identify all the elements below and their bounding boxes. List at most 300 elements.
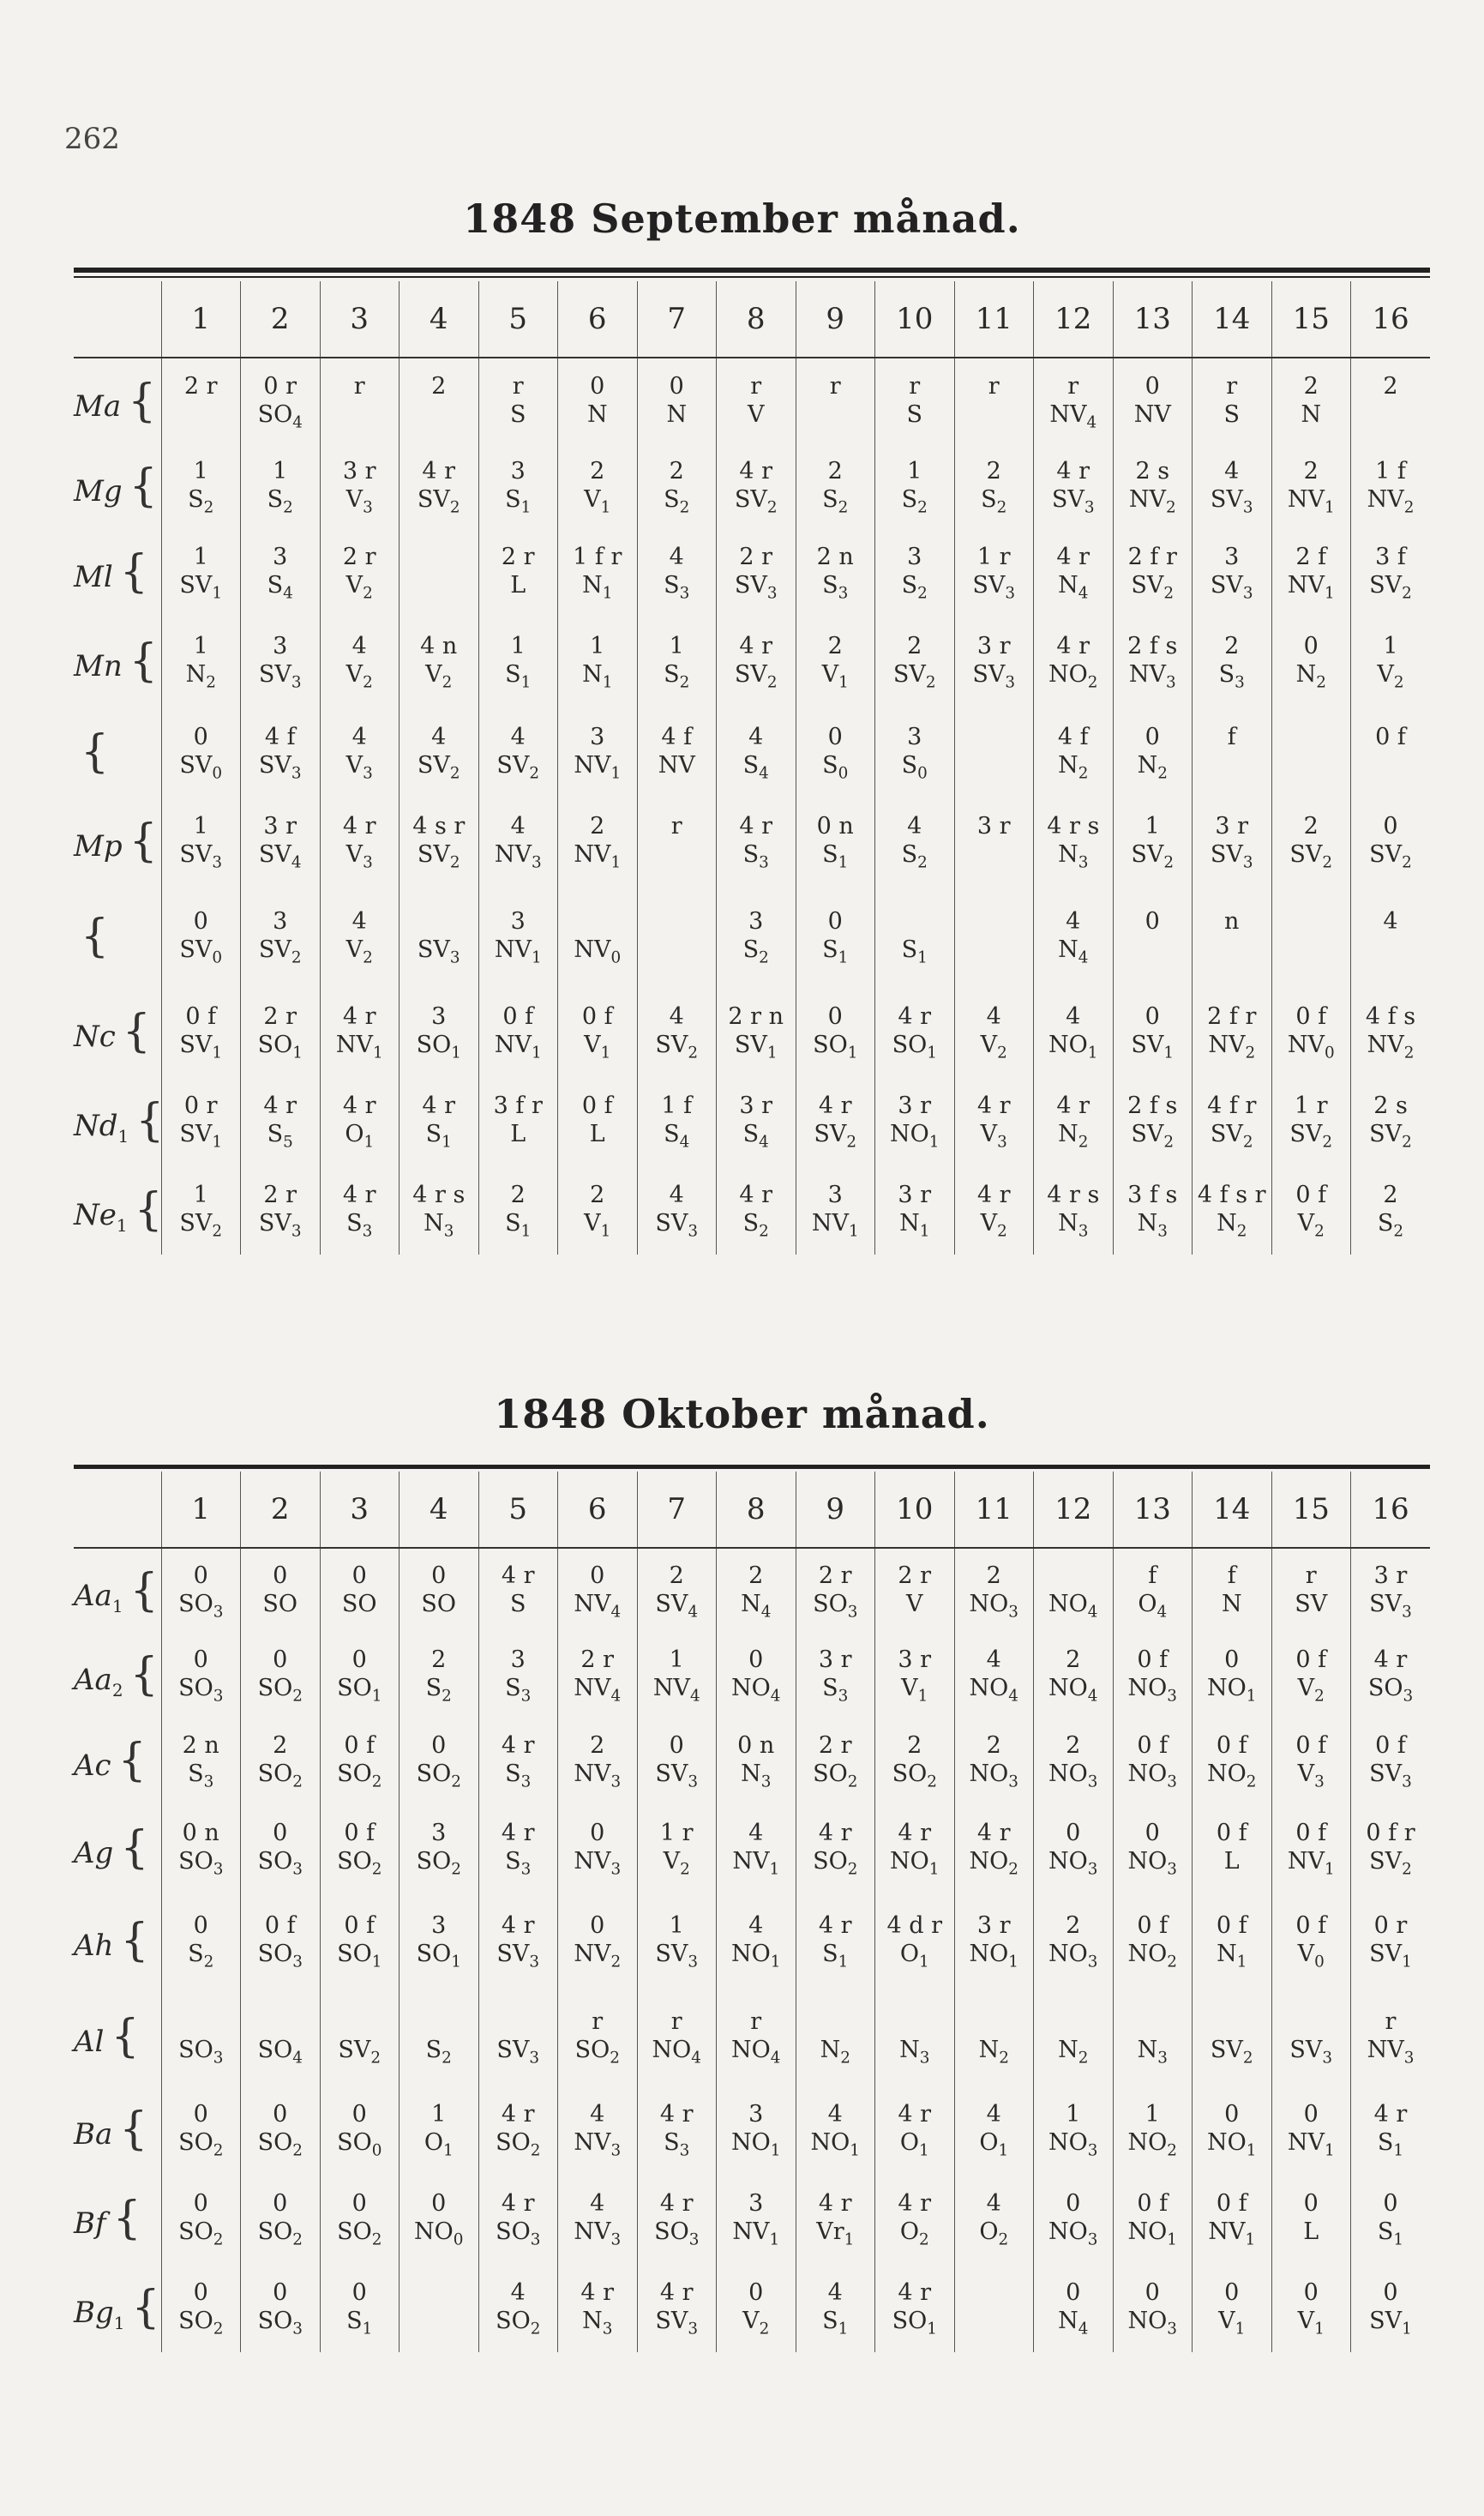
direction-value: $SV_2$ [417,486,460,517]
subscript: 3 [1157,2049,1168,2068]
september-top-rule [74,268,1430,273]
direction-value: $NV_4$ [574,1590,622,1621]
observation-cell [400,886,479,987]
subscript: 4 [1078,584,1089,603]
direction-value: S [510,1590,526,1617]
observation-cell [161,1893,241,1989]
strength-value: 2 [986,1732,1001,1759]
observation-cell [1193,2085,1272,2174]
observation-cell [1193,1548,1272,1632]
direction-value: $NV_2$ [1208,1032,1256,1062]
direction-value: $SV_3$ [496,1941,540,1971]
table-row [74,358,1430,443]
strength-value [955,2008,1034,2036]
subscript: 3 [1402,1773,1412,1791]
subscript: 2 [1163,1133,1175,1152]
september-table [74,281,1430,1255]
direction-value: $SV_1$ [1131,1032,1175,1062]
observation-cell [1193,358,1272,443]
observation-cell [954,2174,1034,2263]
direction-value: $SO_1$ [892,2308,937,2338]
direction-value: $NO_4$ [1048,1675,1098,1706]
observation-cell [1113,2085,1193,2174]
direction-value: $NO_1$ [731,2129,781,2160]
strength-value: 2 [669,458,684,485]
observation-cell [320,443,400,529]
subscript: 2 [766,498,778,517]
strength-value: 2 [986,1562,1001,1589]
observation-cell [241,1803,321,1893]
strength-value: r [353,372,365,400]
brace-icon: { [129,1649,159,1700]
strength-value: 0 [590,1912,605,1939]
strength-value: 2 [431,1646,447,1673]
direction-value: $NV_2$ [1367,486,1415,517]
strength-value: 3 f r [493,1092,543,1119]
direction-value: $S_1$ [346,2308,373,2338]
observation-cell [875,1548,955,1632]
strength-value: 1 [1145,813,1160,840]
direction-value: $N_3$ [899,2037,930,2068]
subscript: 4 [1078,948,1089,967]
direction-value: SV [1295,1590,1328,1617]
row-label [74,443,161,529]
subscript: 1 [610,853,622,872]
direction-value: $NO_3$ [969,1761,1018,1791]
subscript: 1 [531,948,542,967]
station-code: Bf [74,2206,106,2241]
observation-cell [875,1165,955,1255]
strength-value: 0 f [344,1912,376,1939]
subscript: 2 [610,1953,622,1971]
observation-cell [400,1165,479,1255]
direction-value: $SV_2$ [1369,1848,1412,1879]
direction-value: $SO_4$ [257,400,303,431]
subscript: 2 [1245,1044,1256,1062]
direction-value: $NV_1$ [335,1032,383,1062]
column-header: 4 [400,1472,479,1548]
observation-cell [320,1803,400,1893]
subscript: 1 [1235,2320,1246,2338]
direction-value: $NV_3$ [574,1848,622,1879]
strength-value: 4 r [1373,1646,1408,1673]
strength-value: 2 s [1135,458,1170,485]
strength-value: 1 [1383,633,1398,659]
observation-cell [796,358,875,443]
strength-value: n [1224,908,1240,935]
direction-value: $O_1$ [899,1941,929,1971]
strength-value: 0 [273,2279,288,2306]
observation-cell [478,1076,558,1165]
strength-value: 2 [590,1182,605,1208]
direction-value: S [906,400,922,428]
observation-cell [1034,529,1114,615]
strength-value: 4 r [580,2279,615,2306]
direction-value: $SV_3$ [258,661,302,692]
strength-value: 0 [193,724,208,750]
strength-value: 2 [907,633,922,659]
strength-value: 2 [1066,1912,1081,1939]
direction-value [955,840,1034,870]
subscript: 4 [760,1602,772,1621]
subscript: 3 [1242,584,1253,603]
subscript: 0 [212,948,223,967]
direction-value: $N_3$ [1137,1210,1168,1241]
direction-value: $S_5$ [267,1121,293,1152]
strength-value: 4 [748,1820,764,1846]
strength-value: r [512,372,524,400]
direction-value: $NV_1$ [1287,486,1335,517]
direction-value: $S_4$ [664,1121,690,1152]
observation-cell [478,358,558,443]
direction-value: $NO_1$ [1048,1032,1098,1062]
observation-cell [161,1803,241,1893]
direction-value: $V_3$ [345,841,373,872]
column-header: 1 [161,281,241,358]
strength-value: r [1226,372,1238,400]
strength-value: 0 f [581,1092,613,1119]
direction-value: $NO_2$ [969,1848,1018,1879]
table-row [74,1632,1430,1718]
subscript: 2 [449,498,460,517]
observation-cell [1351,1893,1431,1989]
direction-value: $S_3$ [505,1761,532,1791]
direction-value: $V_1$ [584,1032,611,1062]
subscript: 2 [530,2141,541,2160]
strength-value: 4 [748,1912,764,1939]
column-header: 13 [1113,1472,1193,1548]
observation-cell [1193,1076,1272,1165]
table-row [74,615,1430,707]
subscript: 2 [1087,673,1098,692]
subscript: 2 [212,1222,223,1241]
direction-value: $NO_4$ [731,1675,781,1706]
direction-value: $SV_1$ [1369,2308,1412,2338]
subscript: 2 [1165,498,1176,517]
observation-cell [1113,358,1193,443]
strength-value: 4 r s [412,1182,466,1208]
observation-cell [1034,1548,1114,1632]
strength-value: r [1385,2008,1397,2035]
direction-value [638,840,717,870]
subscript: 3 [688,1222,699,1241]
strength-value: 0 [1066,2279,1081,2306]
direction-value: $SO_3$ [178,1590,224,1621]
direction-value: $V_1$ [584,1210,611,1241]
strength-value: 3 r [739,1092,773,1119]
direction-value: $NV_0$ [574,936,622,967]
strength-value: r [1067,372,1079,400]
direction-value: $SV_2$ [417,841,460,872]
subscript: 3 [529,1953,540,1971]
direction-value: L [589,1121,605,1147]
observation-cell [1113,1165,1193,1255]
observation-cell [1351,615,1431,707]
direction-value: $SV_2$ [258,936,302,967]
strength-value [955,724,1034,751]
subscript: 4 [1087,1602,1098,1621]
observation-cell [796,707,875,797]
subscript: 3 [1087,2141,1098,2160]
direction-value: $SO_2$ [178,2129,224,2160]
oktober-title: 1848 Oktober månad. [494,1391,990,1437]
subscript: 4 [770,2049,781,2068]
strength-value [1193,2008,1271,2036]
strength-value: 2 n [816,544,854,570]
subscript: 3 [602,2320,613,2338]
direction-value: $SO_3$ [257,2308,303,2338]
observation-cell [1034,1893,1114,1989]
subscript: 0 [1314,1953,1325,1971]
direction-value: $S_3$ [822,572,849,603]
direction-value [1193,936,1271,965]
observation-cell [400,529,479,615]
oktober-table [74,1472,1430,2352]
strength-value: 1 [193,1182,208,1208]
strength-value: 2 r [739,544,773,570]
subscript: 2 [1157,764,1168,783]
subscript: 2 [1402,584,1412,603]
strength-value: 4 r [422,458,456,485]
direction-value [955,400,1034,430]
subscript: 3 [292,2320,303,2338]
strength-value: 0 f [264,1912,296,1939]
strength-value: 4 f r [1207,1092,1257,1119]
observation-cell [796,1718,875,1803]
direction-value: $S_1$ [1377,2129,1404,2160]
subscript: 1 [451,1044,461,1062]
station-code-subscript: 2 [111,1679,123,1700]
direction-value: $SV_1$ [734,1032,778,1062]
direction-value: $SO_3$ [178,1675,224,1706]
strength-value: 3 [431,1912,447,1939]
observation-cell [320,886,400,987]
brace-icon: { [134,1184,163,1236]
observation-cell [1193,1165,1272,1255]
direction-value: $NO_2$ [1127,1941,1177,1971]
strength-value: 4 r [342,1182,376,1208]
subscript: 2 [847,1773,858,1791]
strength-value: 4 r [501,1562,535,1589]
observation-cell [875,2085,955,2174]
observation-cell [637,2085,717,2174]
strength-value: 2 r [580,1646,615,1673]
observation-cell [320,1165,400,1255]
direction-value: $SV_3$ [1369,1590,1412,1621]
direction-value: $S_3$ [1218,661,1245,692]
observation-cell [241,529,321,615]
table-row [74,2263,1430,2352]
observation-cell [478,1989,558,2085]
observation-cell [1351,1165,1431,1255]
subscript: 3 [1314,1773,1325,1791]
direction-value: $NO_1$ [1127,2218,1177,2249]
direction-value: $NV_2$ [1367,1032,1415,1062]
direction-value: $S_2$ [425,2037,452,2068]
subscript: 4 [610,1687,622,1706]
strength-value: 3 r [1215,813,1249,840]
subscript: 3 [292,1953,303,1971]
strength-value: 0 f [1137,2190,1169,2217]
strength-value: 2 r [501,544,535,570]
subscript: 2 [840,2049,850,2068]
observation-cell [1271,1632,1351,1718]
observation-cell [558,1893,638,1989]
direction-value: $N_1$ [582,661,613,692]
strength-value: 2 n [182,1732,219,1759]
subscript: 0 [453,2230,464,2249]
observation-cell [558,1165,638,1255]
observation-cell [637,1989,717,2085]
subscript: 1 [1314,2320,1325,2338]
brace-icon: { [135,1095,165,1147]
strength-value: 2 r [263,1182,297,1208]
observation-cell [558,797,638,886]
direction-value: $V_1$ [901,1675,928,1706]
direction-value: $SO_3$ [257,1941,303,1971]
column-header: 2 [241,281,321,358]
subscript: 4 [610,1602,622,1621]
direction-value: S [510,400,526,428]
table-row [74,529,1430,615]
direction-value: $SV_3$ [734,572,778,603]
subscript: 4 [292,2049,303,2068]
observation-cell [400,1076,479,1165]
strength-value: 3 [827,1182,843,1208]
observation-cell [637,987,717,1076]
subscript: 3 [531,853,542,872]
direction-value: $N_3$ [741,1761,772,1791]
observation-cell [1034,615,1114,707]
direction-value: $N_4$ [1058,2308,1089,2338]
strength-value: 4 r [659,2101,694,2128]
table-row [74,443,1430,529]
direction-value: $SV_2$ [1369,572,1412,603]
strength-value: 0 [1303,2190,1319,2217]
strength-value: 0 [1066,1820,1081,1846]
direction-value: $NV_1$ [811,1210,859,1241]
observation-cell [478,1632,558,1718]
observation-cell [161,886,241,987]
station-code-subscript: 1 [116,1214,128,1236]
strength-value: 4 [590,2101,605,2128]
strength-value: 0 [193,2279,208,2306]
strength-value: 4 r s [1047,1182,1100,1208]
subscript: 1 [1246,1687,1257,1706]
column-header: 13 [1113,281,1193,358]
station-code: Nc [74,1020,116,1054]
observation-cell [1351,2263,1431,2352]
direction-value: $N_2$ [1058,2037,1089,2068]
observation-cell [954,2085,1034,2174]
strength-value: r [909,372,921,400]
subscript: 3 [1157,1222,1168,1241]
direction-value: $SV_1$ [1369,1941,1412,1971]
direction-value: N [1221,1590,1242,1617]
table-row [74,1076,1430,1165]
strength-value: 4 r [739,633,773,659]
direction-value: $N_3$ [1058,1210,1089,1241]
subscript: 1 [1167,2230,1177,2249]
station-code-subscript: 1 [117,1125,129,1147]
strength-value: 0 [351,1646,367,1673]
direction-value: $N_3$ [582,2308,613,2338]
observation-cell [1351,987,1431,1076]
strength-value: 0 [1224,1646,1240,1673]
strength-value: 0 [273,1562,288,1589]
direction-value: $V_2$ [980,1210,1007,1241]
observation-cell [1113,443,1193,529]
direction-value: $V_1$ [1218,2308,1246,2338]
observation-cell [637,358,717,443]
subscript: 3 [1165,673,1176,692]
observation-cell [1034,1165,1114,1255]
observation-cell [1113,1803,1193,1893]
direction-value: $NO_1$ [969,1941,1018,1971]
direction-value: $SV_3$ [655,1210,699,1241]
direction-value: $SO_3$ [496,2218,541,2249]
brace-icon: { [81,726,110,778]
observation-cell [400,1548,479,1632]
brace-icon: { [119,2104,148,2155]
observation-cell [717,1548,796,1632]
direction-value: $NV_2$ [1128,486,1176,517]
strength-value: 0 [193,1562,208,1589]
direction-value: $N_2$ [1295,661,1326,692]
direction-value: $V_2$ [1377,661,1404,692]
subscript: 4 [770,1687,781,1706]
subscript: 1 [1393,2230,1404,2249]
observation-cell [875,443,955,529]
direction-value [162,400,241,430]
row-label [74,1893,161,1989]
strength-value: 0 f [1295,1646,1327,1673]
strength-value: 3 [431,1003,447,1030]
direction-value: $SO_1$ [892,1032,937,1062]
subscript: 1 [928,1133,940,1152]
observation-cell [796,797,875,886]
strength-value: 4 r [342,813,376,840]
strength-value: 2 f r [1207,1003,1257,1030]
observation-cell [558,1548,638,1632]
direction-value: $SO_1$ [416,1941,461,1971]
strength-value: 2 r [342,544,376,570]
subscript: 1 [1324,1860,1335,1879]
column-header: 3 [320,1472,400,1548]
column-header: 6 [558,1472,638,1548]
subscript: 0 [212,764,223,783]
direction-value: $N_4$ [1058,572,1089,603]
subscript: 4 [759,1133,769,1152]
direction-value: $SV_2$ [734,661,778,692]
subscript: 1 [1245,2230,1256,2249]
strength-value: 0 [351,2190,367,2217]
strength-value: 2 [748,1562,764,1589]
observation-cell [1193,443,1272,529]
direction-value: $S_4$ [742,752,769,783]
direction-value [1351,400,1430,430]
subscript: 3 [443,1222,454,1241]
subscript: 1 [1402,1953,1412,1971]
observation-cell [161,1989,241,2085]
subscript: 2 [680,1860,690,1879]
direction-value: $NV_4$ [574,1675,622,1706]
observation-cell [717,2174,796,2263]
direction-value: $NO_3$ [1127,1761,1177,1791]
strength-value: 2 [1224,633,1240,659]
observation-cell [320,1548,400,1632]
observation-cell [1193,1803,1272,1893]
